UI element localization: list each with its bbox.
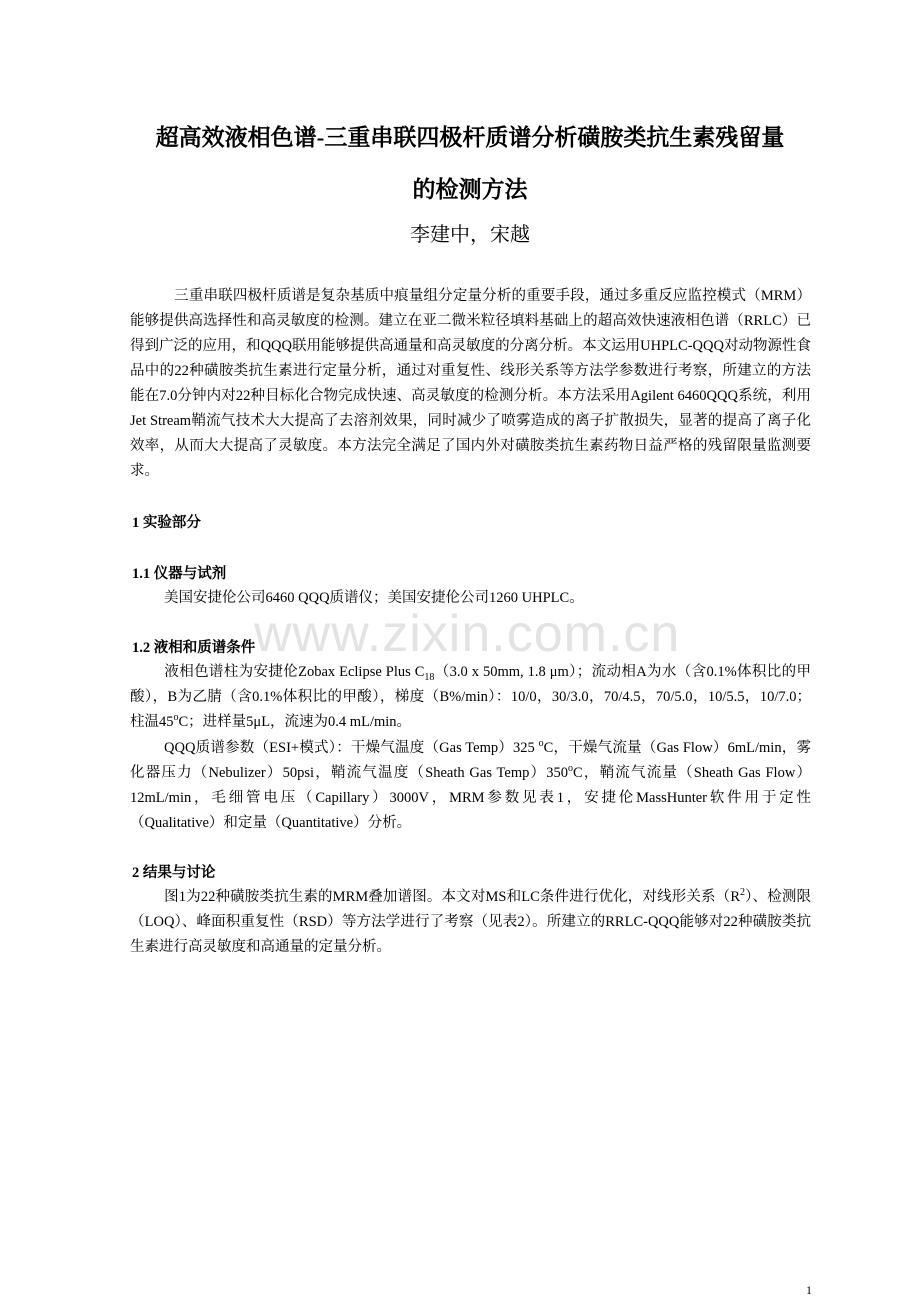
ms-text-c: C，鞘流气流量（Sheath Gas Flow）12mL/min，毛细管电压（Capillary）3000V，MRM参数见表1，安捷伦MassHunter软件用于定性（Qualitative）和定量（Quantitative）分析。 [130,765,811,831]
title-line-2: 的检测方法 [412,177,528,202]
watermark: www.zixin.com.cn [254,605,681,663]
lc-text-b: （3.0 x 50mm, 1.8 μm）；流动相A为水（含0.1%体积比的甲酸），B为乙腈（含0.1%体积比的甲酸），梯度（B%/min）：10/0，30/3.0，70/4.5，70/5.0，10/5.5，10/7.0；柱温45 [130,664,811,730]
authors: 李建中，宋越 [410,224,530,246]
section-heading-1: 1 实验部分 [132,515,201,531]
page-number: 1 [806,1283,812,1297]
abstract-text: 三重串联四极杆质谱是复杂基质中痕量组分定量分析的重要手段，通过多重反应监控模式（MRM）能够提供高选择性和高灵敏度的检测。建立在亚二微米粒径填料基础上的超高效快速液相色谱（RRLC）已得到广泛的应用，和QQQ联用能够提供高通量和高灵敏度的分离分析。本文运用UHPLC-QQQ对动物源性食品中的22种磺胺类抗生素进行定量分析，通过对重复性、线形关系等方法学参数进行考察，所建立的方法能在7.0分钟内对22种目标化合物完成快速、高灵敏度的检测分析。本方法采用Agilent 6460QQQ系统，利用Jet Stream鞘流气技术大大提高了去溶剂效果，同时减少了喷雾造成的离子扩散损失，显著的提高了离子化效率，从而大大提高了灵敏度。本方法完全满足了国内外对磺胺类抗生素药物日益严格的残留限量监测要求。 [130,288,811,479]
instruments-text: 美国安捷伦公司6460 QQQ质谱仪；美国安捷伦公司1260 UHPLC。 [164,590,584,606]
lc-subscript: 18 [424,671,435,683]
lc-text-c: C；进样量5μL，流速为0.4 mL/min。 [178,714,412,730]
results-text-a: 图1为22种磺胺类抗生素的MRM叠加谱图。本文对MS和LC条件进行优化，对线形关系（R [164,889,740,905]
ms-conditions-paragraph [130,736,811,836]
title-line-1: 超高效液相色谱-三重串联四极杆质谱分析磺胺类抗生素残留量 [155,125,785,150]
section-heading-1-2: 1.2 液相和质谱条件 [132,640,256,656]
results-paragraph [130,885,811,960]
abstract-paragraph [130,284,811,484]
lc-text-a: 液相色谱柱为安捷伦Zobax Eclipse Plus C [164,664,425,680]
ms-text-b: C，干燥气流量（Gas Flow）6mL/min，雾化器压力（Nebulizer）50psi，鞘流气温度（Sheath Gas Temp）350 [130,740,811,781]
section-heading-1-1: 1.1 仪器与试剂 [132,566,227,582]
section-heading-2: 2 结果与讨论 [132,865,216,881]
lc-conditions-paragraph [130,660,811,735]
ms-degree-sup-1: o [538,738,544,750]
paper-title [100,112,840,216]
ms-degree-sup-2: o [568,763,574,775]
results-text-b: ）、检测限（LOQ）、峰面积重复性（RSD）等方法学进行了考察（见表2）。所建立的RRLC-QQQ能够对22种磺胺类抗生素进行高灵敏度和高通量的定量分析。 [130,889,811,955]
ms-text-a: QQQ质谱参数（ESI+模式）：干燥气温度（Gas Temp）325 [164,740,539,756]
lc-degree-sup: o [173,712,179,724]
r-squared-sup: 2 [740,887,745,899]
